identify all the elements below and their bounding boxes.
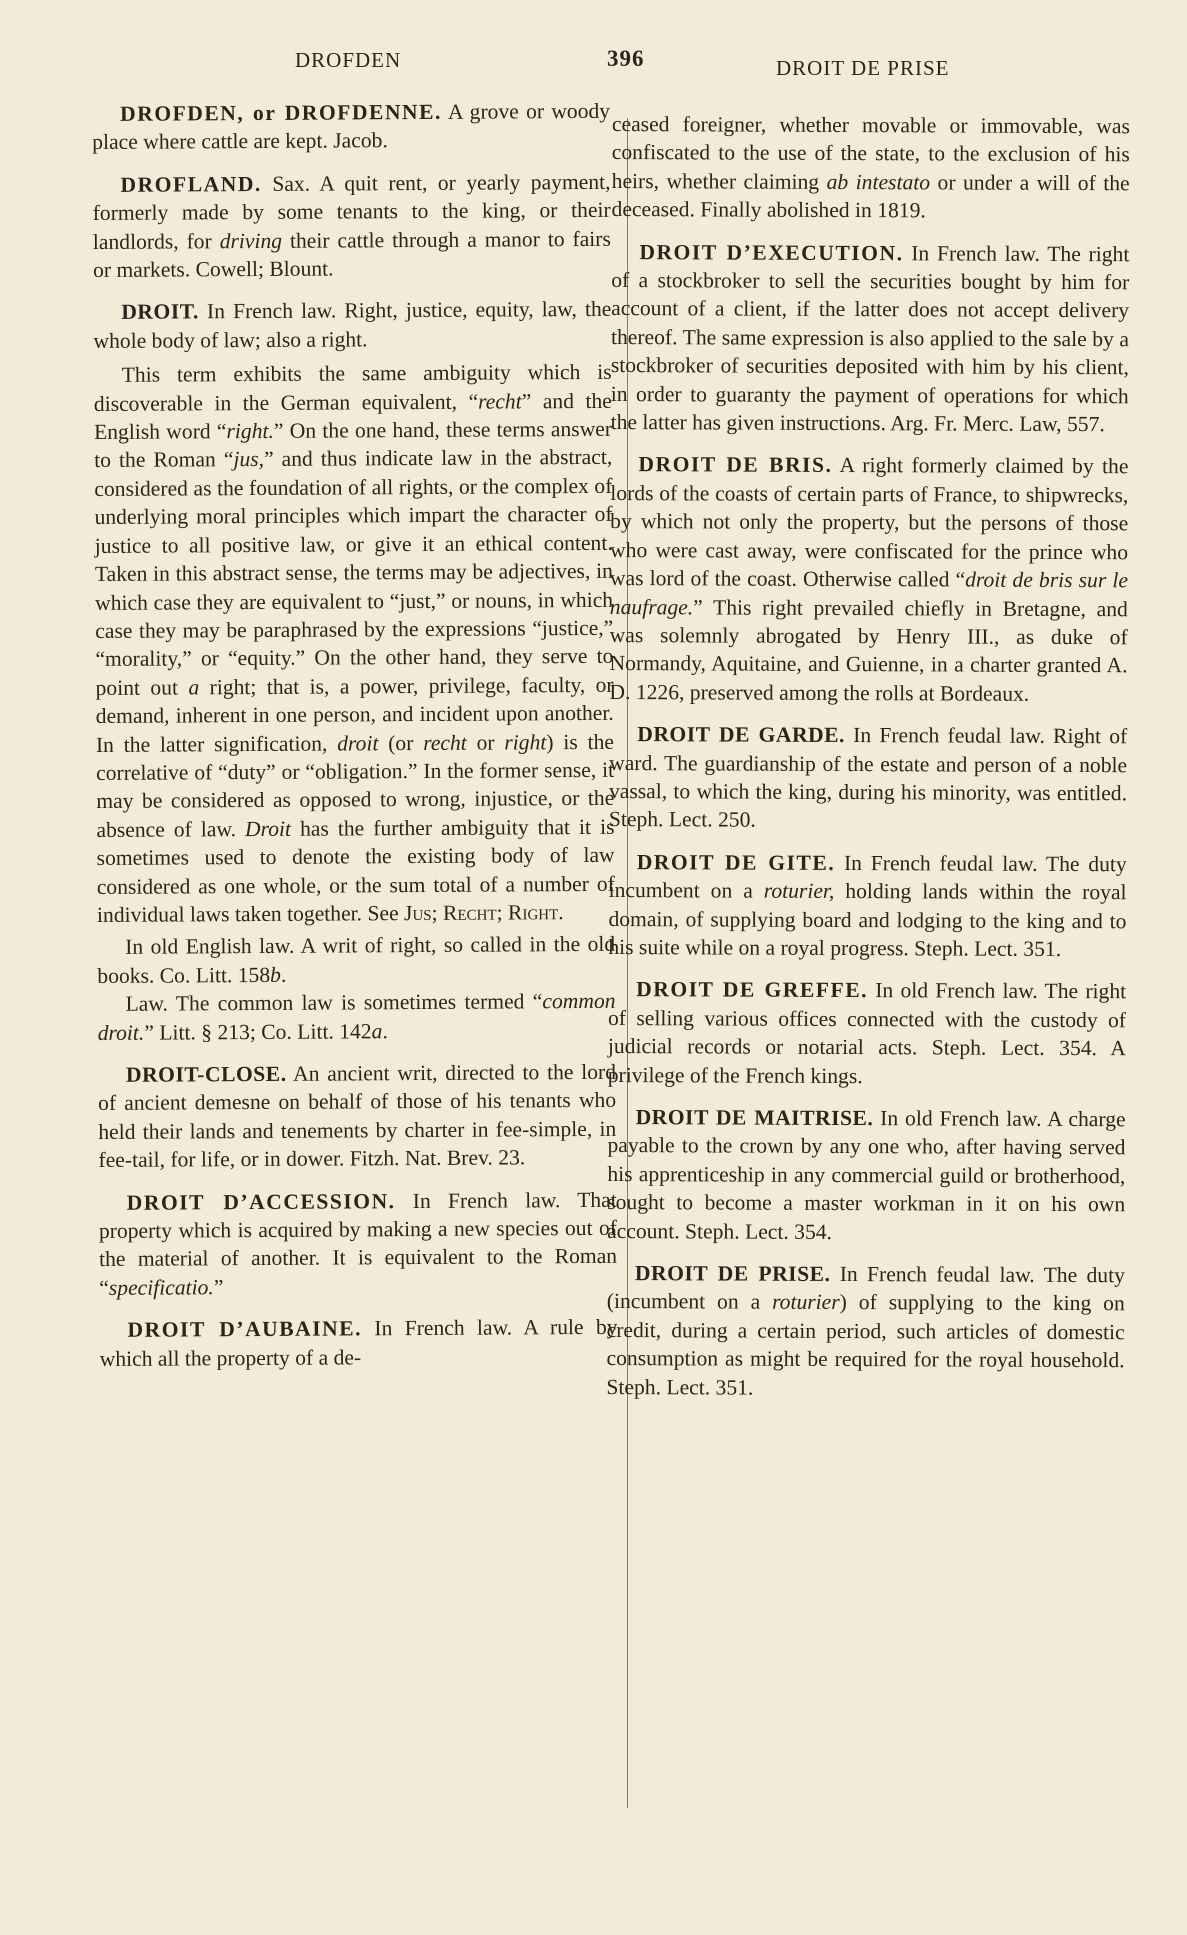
- entry-drofden: [92, 97, 610, 157]
- entry-text: Law. The common law is sometimes termed “: [125, 989, 543, 1016]
- entry-droit-de-bris: [609, 450, 1128, 708]
- entry-italic: driving: [219, 228, 283, 253]
- entry-text: ” On the one hand, these terms answer to the Roman “: [94, 416, 613, 473]
- entry-text: In French feudal law. Right of ward. The guardianship of the estate and person of a noble vassal, to which the king, during his minority, was entitled. Steph. Lect. 250.: [608, 723, 1128, 832]
- entry-italic: a: [371, 1018, 383, 1043]
- entry-droit-daccession: [99, 1185, 618, 1302]
- right-column: [606, 110, 1130, 1417]
- entry-headword: DROIT DE MAITRISE.: [635, 1105, 874, 1131]
- page-number: 396: [607, 46, 645, 71]
- entry-droit-de-greffe: [608, 975, 1126, 1091]
- entry-droit-old-english: [97, 930, 615, 990]
- entry-text: ) is the correlative of “duty” or “obligation.” In the former sense, it may be considered as opposed to wrong, injustice, or the absence of law.: [96, 729, 615, 842]
- entry-text: their cattle through a manor to fairs or markets. Cowell; Blount.: [92, 226, 611, 283]
- entry-text: In French law. Right, justice, equity, law, the whole body of law; also a right.: [93, 297, 612, 353]
- entry-italic: common droit.: [97, 989, 616, 1045]
- entry-text: In old French law. The right of selling various offices connected with the custody of judicial records or notarial acts. Steph. Lect. 354. A privilege of the French kings.: [607, 978, 1127, 1088]
- cross-reference: Recht: [442, 900, 497, 925]
- entry-text: or: [466, 730, 505, 755]
- entry-headword: DROFLAND.: [120, 171, 262, 197]
- cross-reference: Jus: [403, 900, 432, 926]
- entry-headword: DROIT-CLOSE.: [125, 1061, 287, 1087]
- entry-italic: specificatio.: [108, 1275, 214, 1300]
- entry-italic: recht: [423, 730, 467, 755]
- entry-text: ” and the English word “: [93, 388, 612, 445]
- entry-headword: DROIT DE BRIS.: [638, 452, 833, 478]
- entry-text: ) of supplying to the king on credit, during a certain period, such articles of domestic consumption as might be required for the royal household. Steph. Lect. 351.: [606, 1290, 1125, 1400]
- entry-text: holding lands within the royal domain, of supplying board and lodging to the king and to his suite while on a royal progress. Steph. Lect. 351.: [608, 879, 1127, 961]
- entry-italic: roturier,: [763, 878, 835, 904]
- entry-headword: DROFDEN, or DROFDENNE.: [120, 99, 442, 126]
- entry-headword: DROIT D’EXECUTION.: [639, 239, 904, 265]
- entry-droit-de-maitrise: [607, 1103, 1126, 1247]
- entry-droit-law: [97, 987, 615, 1047]
- entry-text: In old English law. A writ of right, so called in the old books. Co. Litt. 158: [97, 932, 616, 988]
- entry-droit-de-garde: [609, 720, 1127, 836]
- entry-text: .: [280, 962, 287, 987]
- entry-italic: ab intestato: [826, 169, 931, 195]
- entry-text: This term exhibits the same ambiguity which is discoverable in the German equivalent, “: [93, 360, 612, 416]
- entry-text: right; that is, a power, privilege, faculty, or demand, inherent in one person, and incident upon another. In the latter signification,: [95, 672, 614, 757]
- entry-text: has the further ambiguity that it is sometimes used to denote the existing body of law considered as one whole, or the sum total of a number of individual laws taken together. See: [96, 814, 615, 927]
- entry-text: In French law. That property which is acquired by making a new species out of the material of another. It is equivalent to the Roman “: [98, 1187, 618, 1300]
- entry-droit-close: [98, 1058, 617, 1175]
- entry-text: ” and thus indicate law in the abstract, considered as the foundation of all rights, or the complex of underlying moral principles which impart the character of justice to all positive law, or give it an ethical content. Taken in this abstract sense, the terms may be adjectives, in which case they are equivalent to “just,” or nouns, in which case they may be paraphrased by the expressions “justice,” “morality,” or “equity.” On the other hand, they serve to point out: [94, 445, 614, 700]
- entry-text: (or: [378, 730, 424, 755]
- running-head-left: DROFDEN: [295, 48, 402, 72]
- entry-droit-de-prise: [606, 1259, 1125, 1403]
- entry-text: In French feudal law. The duty incumbent on a: [608, 850, 1127, 903]
- entry-italic: jus,: [233, 447, 265, 472]
- entry-text: or under a will of the deceased. Finally abolished in 1819.: [611, 170, 1130, 223]
- entry-headword: DROIT D’AUBAINE.: [127, 1316, 363, 1343]
- entry-italic: droit: [337, 730, 379, 756]
- entry-headword: DROIT DE GREFFE.: [636, 977, 869, 1003]
- entry-italic: roturier: [772, 1290, 840, 1315]
- entry-droit: [93, 295, 611, 355]
- entry-text: A grove or woody place where cattle are kept. Jacob.: [92, 98, 611, 155]
- entry-text: Sax. A quit rent, or yearly payment, formerly made by some tenants to the king, or their landlords, for: [92, 169, 611, 254]
- entry-text: In French law. A rule by which all the property of a de-: [99, 1315, 618, 1371]
- cross-reference: Right: [507, 900, 559, 925]
- entry-text: .: [382, 1018, 388, 1043]
- entry-droit-daubaine: [99, 1313, 617, 1373]
- entry-italic: a: [188, 675, 200, 700]
- entry-italic: Droit: [244, 816, 292, 841]
- entry-italic: right: [504, 729, 547, 755]
- entry-headword: DROIT.: [121, 299, 199, 325]
- entry-drofland: [92, 168, 611, 285]
- entry-italic: recht: [478, 389, 522, 414]
- entry-headword: DROIT DE GARDE.: [637, 722, 846, 748]
- entry-droit-daubaine-continued: [612, 110, 1130, 226]
- entry-text: In old French law. A charge payable to the crown by any one who, after having served his apprenticeship in any commercial guild or brotherhood, sought to become a master workman in it on his own account. Steph. Lect. 354.: [607, 1106, 1126, 1244]
- entry-droit-discussion: [94, 358, 615, 929]
- entry-italic: b: [270, 962, 281, 987]
- entry-text: ceased foreigner, whether movable or immovable, was confiscated to the use of the state, to the exclusion of his heirs, whether claiming: [611, 111, 1130, 194]
- entry-text: ”: [213, 1275, 224, 1300]
- entry-text: An ancient writ, directed to the lord of ancient demesne on behalf of those of his tenants who held their lands and tenements by charter in fee-simple, in fee-tail, for life, or in dower. Fitzh. Nat. Brev. 23.: [98, 1059, 617, 1173]
- entry-droit-de-gite: [608, 848, 1126, 964]
- entry-headword: DROIT DE PRISE.: [634, 1261, 831, 1286]
- entry-text: A right formerly claimed by the lords of the coasts of certain parts of France, to shipwrecks, by which not only the property, but the persons of those who were cast away, were confiscated for the prince who was lord of the coast. Otherwise called “: [609, 453, 1129, 592]
- left-column: [92, 97, 618, 1387]
- entry-text: ;: [431, 900, 444, 925]
- entry-text: In French law. The right of a stockbroker to sell the securities bought by him for account of a client, if the latter does not accept delivery thereof. The same expression is also applied to the sale by a stockbroker of securities deposited with him by his client, in order to guaranty the payment of operations for which the latter has given instructions. Arg. Fr. Merc. Law, 557.: [610, 240, 1130, 437]
- running-head: [0, 44, 1187, 84]
- entry-text: ” This right prevailed chiefly in Bretagne, and was solemnly abrogated by Henry III., as duke of Normandy, Aquitaine, and Guienne, in a charter granted A. D. 1226, preserved among the rolls at Bordeaux.: [609, 594, 1128, 706]
- entry-headword: DROIT DE GITE.: [636, 849, 836, 875]
- entry-text: .: [558, 900, 564, 925]
- running-head-right: DROIT DE PRISE: [776, 56, 950, 80]
- entry-text: In French feudal law. The duty (incumbent on a: [606, 1261, 1125, 1315]
- entry-droit-dexecution: [611, 238, 1130, 439]
- entry-headword: DROIT D’ACCESSION.: [126, 1188, 396, 1215]
- entry-italic: right.: [226, 418, 274, 444]
- entry-text: ” Litt. § 213; Co. Litt. 142: [144, 1018, 372, 1045]
- entry-italic: droit de bris sur le naufrage.: [609, 567, 1129, 619]
- entry-text: ;: [496, 900, 509, 925]
